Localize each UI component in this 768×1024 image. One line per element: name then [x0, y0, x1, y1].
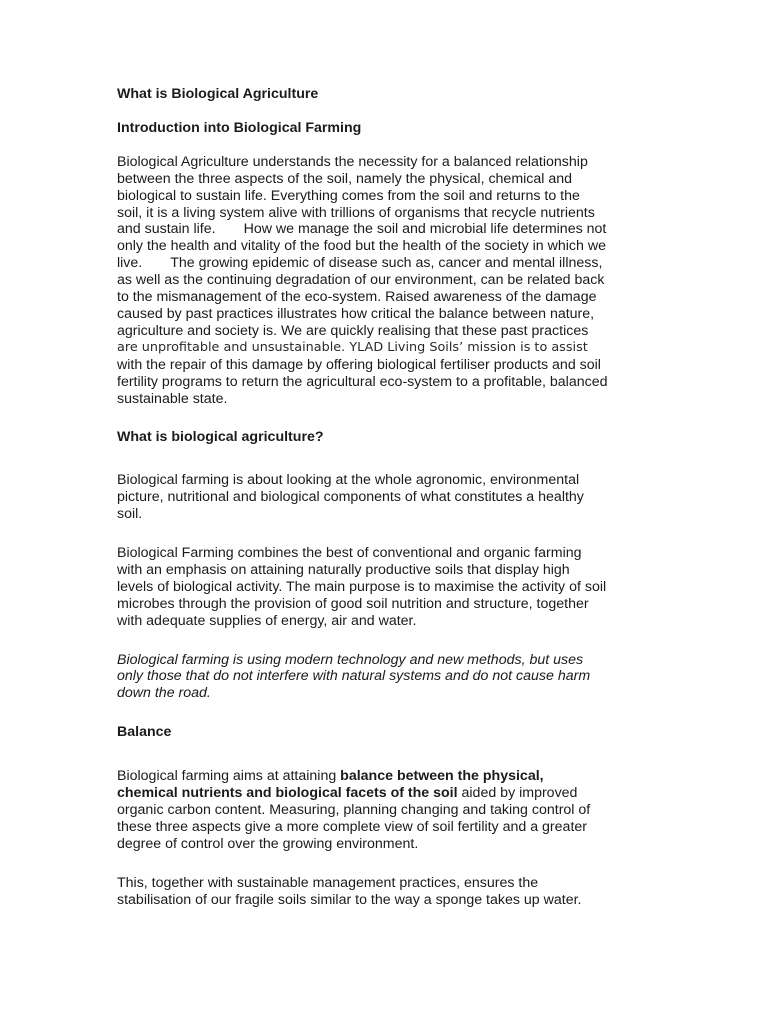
text-line: organic carbon content. Measuring, planning changing and taking control of — [117, 802, 591, 818]
text-line: stabilisation of our fragile soils similar to the way a sponge takes up water. — [117, 891, 582, 908]
intro-paragraph — [117, 154, 637, 408]
text-line: degree of control over the growing environment. — [117, 835, 419, 852]
text-line: levels of biological activity. The main purpose is to maximise the activity of soil — [117, 578, 607, 595]
text-line — [117, 221, 637, 238]
paragraph-combines-best — [117, 545, 637, 630]
text-fragment: Biological farming aims at attaining — [117, 768, 341, 785]
text-line: with adequate supplies of energy, air and water. — [117, 612, 417, 629]
section-heading-balance: Balance — [117, 724, 172, 741]
text-line: caused by past practices illustrates how critical the balance between nature, — [117, 305, 595, 322]
text-line: fertility programs to return the agricultural eco-system to a profitable, balanced — [117, 373, 608, 390]
text-line — [117, 785, 637, 802]
italic-quote — [117, 652, 637, 703]
text-line: Biological Agriculture understands the necessity for a balanced relationship — [117, 153, 588, 170]
text-line: This, together with sustainable management practices, ensures the — [117, 874, 539, 891]
text-line: sustainable state. — [117, 390, 228, 407]
text-line: these three aspects give a more complete view of soil fertility and a greater — [117, 818, 587, 835]
text-line: agriculture and society is. We are quickly realising that these past practices — [117, 322, 589, 339]
paragraph-balance — [117, 768, 637, 853]
text-line: with the repair of this damage by offering biological fertiliser products and soil — [117, 356, 601, 373]
text-line: picture, nutritional and biological components of what constitutes a healthy — [117, 489, 584, 506]
bold-fragment: chemical nutrients and biological facets of the soil — [117, 785, 458, 802]
paragraph-whole-picture — [117, 472, 637, 523]
text-line: biological to sustain life. Everything comes from the soil and returns to the — [117, 187, 580, 204]
text-fragment: The growing epidemic of disease such as, cancer and mental illness, — [170, 255, 603, 272]
intro-heading: Introduction into Biological Farming — [117, 119, 362, 136]
text-line: Biological farming is about looking at the whole agronomic, environmental — [117, 472, 580, 489]
bold-fragment: balance between the physical, — [340, 768, 544, 785]
text-line: as well as the continuing degradation of our environment, can be related back — [117, 272, 605, 289]
text-fragment: aided by improved — [457, 785, 578, 802]
text-line: to the mismanagement of the eco-system. Raised awareness of the damage — [117, 289, 597, 306]
paragraph-sustainable — [117, 875, 637, 909]
text-fragment: live. — [117, 255, 143, 272]
text-line: only those that do not interfere with natural systems and do not cause harm — [117, 668, 591, 685]
text-line: with an emphasis on attaining naturally productive soils that display high — [117, 561, 570, 578]
text-line — [117, 255, 637, 272]
text-fragment: How we manage the soil and microbial life determines not — [243, 221, 607, 238]
text-line: between the three aspects of the soil, namely the physical, chemical and — [117, 170, 573, 187]
text-line: soil. — [117, 506, 143, 523]
text-fragment: and sustain life. — [117, 221, 216, 238]
text-line: Biological Farming combines the best of conventional and organic farming — [117, 545, 582, 562]
text-line: down the road. — [117, 685, 211, 702]
text-line — [117, 768, 637, 785]
text-line: microbes through the provision of good soil nutrition and structure, together — [117, 595, 589, 612]
document-title: What is Biological Agriculture — [117, 86, 319, 102]
text-line: soil, it is a living system alive with trillions of organisms that recycle nutrients — [117, 204, 595, 221]
text-line: are unprofitable and unsustainable. YLAD Living Soils’ mission is to assist — [117, 339, 588, 355]
text-line: only the health and vitality of the food but the health of the society in which we — [117, 238, 606, 255]
document-body — [117, 86, 637, 909]
text-line: Biological farming is using modern technology and new methods, but uses — [117, 651, 584, 668]
section-heading-what-is: What is biological agriculture? — [117, 429, 324, 446]
